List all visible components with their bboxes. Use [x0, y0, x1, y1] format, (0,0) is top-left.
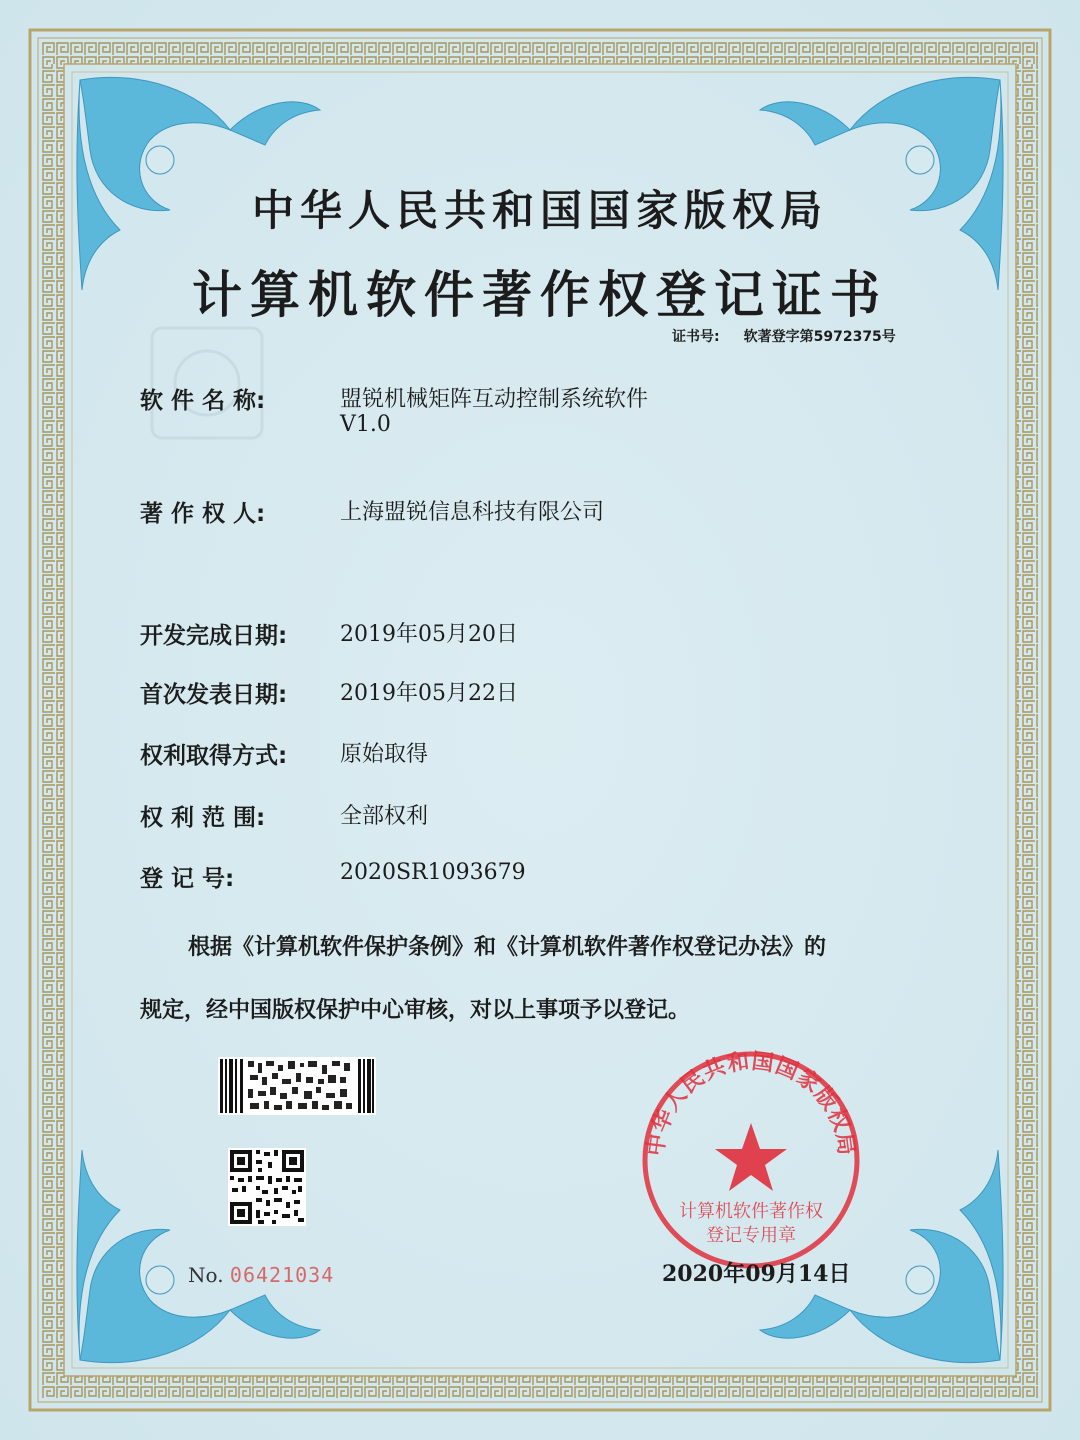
acquire-method-value: 原始取得 — [340, 742, 429, 767]
dev-date-value: 2019年05月20日 — [340, 622, 518, 647]
statement-line-2: 规定，经中国版权保护中心审核，对以上事项予以登记。 — [140, 998, 691, 1023]
software-version-value: V1.0 — [340, 412, 391, 437]
rights-scope-value: 全部权利 — [340, 804, 429, 829]
authority-title: 中华人民共和国国家版权局 — [251, 186, 828, 235]
copyright-owner-label: 著 作 权 人: — [140, 501, 266, 527]
registration-no-label: 登 记 号: — [140, 866, 235, 892]
pub-date-value: 2019年05月22日 — [340, 681, 518, 706]
serial-number — [188, 1263, 334, 1287]
statement-line-1: 根据《计算机软件保护条例》和《计算机软件著作权登记办法》的 — [188, 935, 827, 960]
rights-scope-label: 权 利 范 围: — [140, 805, 266, 831]
pub-date-label: 首次发表日期: — [140, 682, 288, 708]
star-icon — [715, 1123, 787, 1191]
barcode-image — [218, 1057, 376, 1115]
serial-no-label: No. — [188, 1263, 224, 1287]
seal-inner-line-2: 登记专用章 — [706, 1225, 796, 1246]
certificate-title: 计算机软件著作权登记证书 — [192, 266, 888, 324]
cert-no-label: 证书号: — [672, 329, 720, 345]
acquire-method-label: 权利取得方式: — [140, 743, 288, 769]
certificate-number — [672, 326, 896, 346]
issue-date: 2020年09月14日 — [662, 1261, 851, 1287]
software-name-value: 盟锐机械矩阵互动控制系统软件 — [340, 387, 649, 412]
serial-no-value: 06421034 — [229, 1263, 335, 1287]
seal-outer-text: 中华人民共和国国家版权局 — [643, 1049, 859, 1158]
software-name-label: 软 件 名 称: — [140, 388, 266, 414]
registration-no-value: 2020SR1093679 — [340, 860, 526, 885]
qr-code-image — [228, 1148, 306, 1226]
dev-date-label: 开发完成日期: — [140, 623, 288, 649]
copyright-owner-value: 上海盟锐信息科技有限公司 — [340, 500, 605, 525]
official-seal — [636, 1045, 866, 1275]
cert-no-value: 软著登字第5972375号 — [743, 329, 896, 345]
seal-inner-line-1: 计算机软件著作权 — [679, 1201, 823, 1222]
